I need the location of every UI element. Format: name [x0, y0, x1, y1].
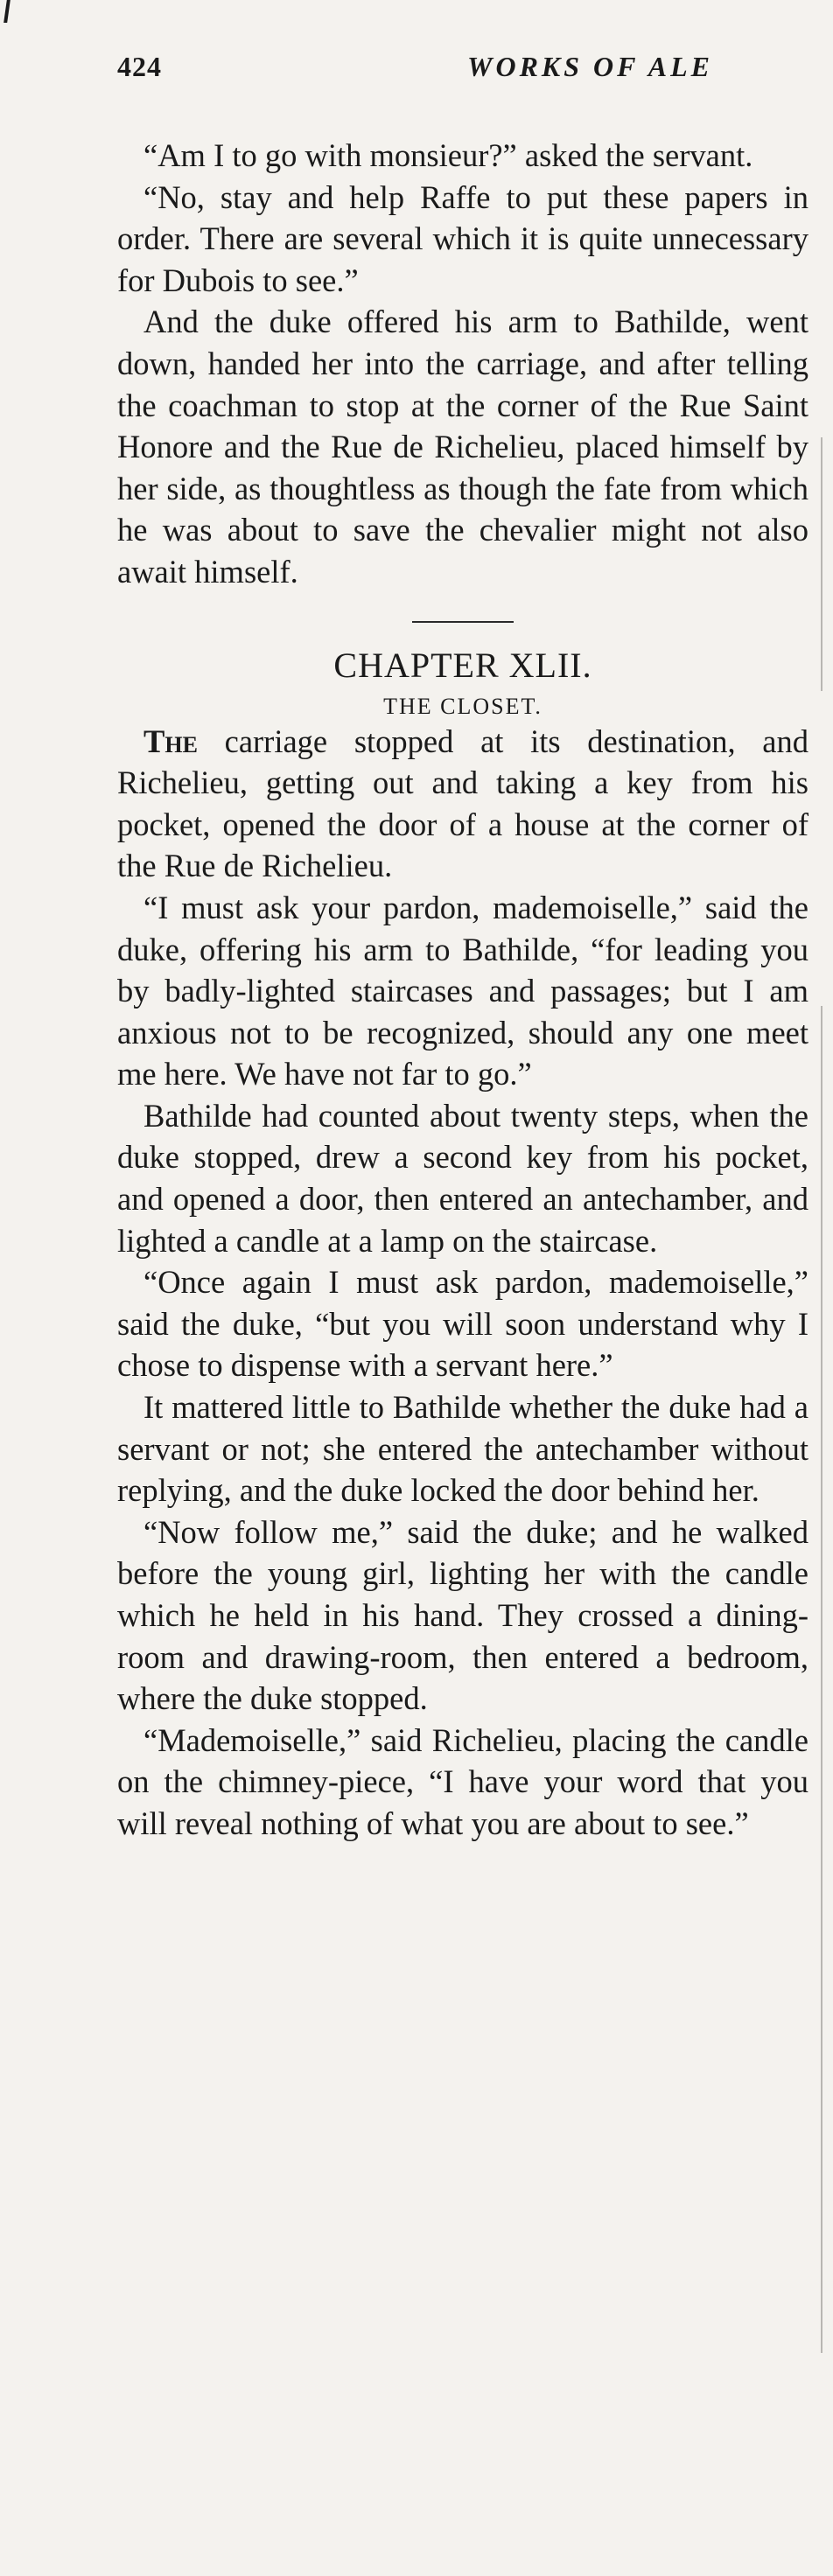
paragraph: “No, stay and help Raffe to put these papers in order. There are several which it is quite unnecessary for Dubois to see.”: [117, 178, 808, 298]
paragraph: And the duke offered his arm to Bathilde, went down, handed her into the carriage, and after telling the coachman to stop at the corner of the Rue Saint Honore and the Rue de Richelieu, placed himself by her side, as thoughtless as though the fate from which he was about to save the chevalier might not also await himself.: [117, 304, 808, 590]
gutter-line: [821, 1006, 822, 2353]
gutter-line: [821, 437, 822, 691]
chapter-subtitle: THE CLOSET.: [383, 693, 542, 719]
paragraph: Bathilde had counted about twenty steps, when the duke stopped, drew a second key from his pocket, and opened a door, then entered an antechamber, and lighted a candle at a lamp on the staircase.: [117, 1097, 808, 1259]
scan-corner-mark: [4, 0, 10, 23]
paragraph: “Am I to go with monsieur?” asked the servant.: [144, 137, 753, 173]
page-number: 424: [117, 51, 162, 82]
paragraph: “Once again I must ask pardon, mademoiselle,” said the duke, “but you will soon understand why I chose to dispense with a servant here.”: [117, 1264, 808, 1384]
running-title: WORKS OF ALE: [467, 51, 713, 82]
paragraph: “I must ask your pardon, mademoiselle,” said the duke, offering his arm to Bathilde, “for leading you by badly-lighted staircases and passages; but I am anxious not to be recognized, should any one meet me here. We have not far to go.”: [117, 889, 808, 1093]
paragraph: “Mademoiselle,” said Richelieu, placing the candle on the chimney-piece, “I have your word that you will reveal nothing of what you are about to see.”: [117, 1721, 808, 1841]
paragraph: It mattered little to Bathilde whether the duke had a servant or not; she entered the antechamber without replying, and the duke locked the door behind her.: [117, 1389, 808, 1509]
opening-word: The: [144, 723, 198, 759]
opening-paragraph-text: carriage stopped at its destination, and Richelieu, getting out and taking a key from his pocket, opened the door of a house at the corner of the Rue de Richelieu.: [117, 723, 808, 884]
section-divider: [412, 621, 514, 623]
chapter-title: CHAPTER XLII.: [333, 645, 592, 685]
paragraph: “Now follow me,” said the duke; and he walked before the young girl, lighting her with the candle which he held in his hand. They crossed a dining-room and drawing-room, then entered a bedroom, where the duke stopped.: [117, 1513, 808, 1717]
text-column: [117, 135, 808, 1845]
running-head: [117, 51, 833, 86]
chapter-opening-paragraph: [117, 721, 808, 887]
